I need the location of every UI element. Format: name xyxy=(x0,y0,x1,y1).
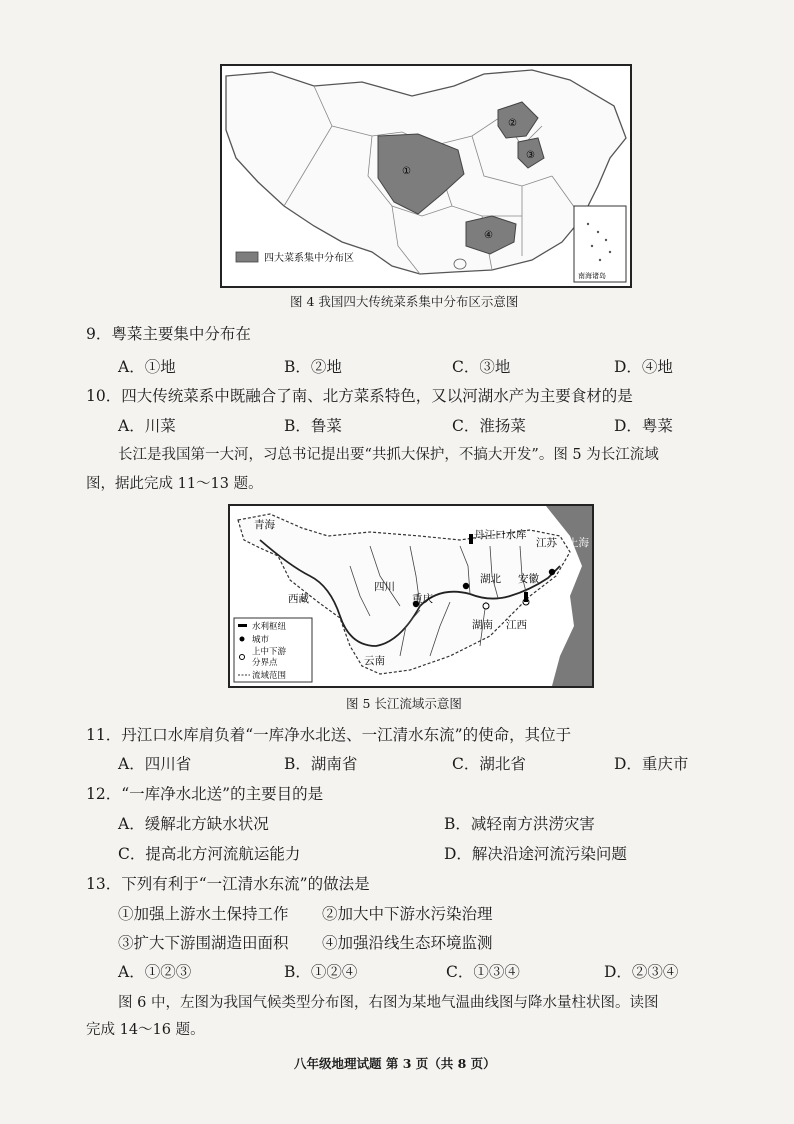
marker-1: ① xyxy=(402,166,411,177)
label-qinghai: 青海 xyxy=(254,519,275,531)
legend-dam: 水利枢纽 xyxy=(252,622,287,632)
fig4-legend: 四大菜系集中分布区 xyxy=(264,253,354,264)
question-12-stem: 12．“一库净水北送”的主要目的是 xyxy=(86,785,324,803)
label-sichuan: 四川 xyxy=(374,581,395,593)
page-footer: 八年级地理试题 第 3 页（共 8 页） xyxy=(294,1056,496,1071)
q12-option-b[interactable]: B．减轻南方洪涝灾害 xyxy=(444,815,595,833)
figure-4-map xyxy=(220,64,632,288)
china-cuisine-map xyxy=(222,66,630,286)
inset-label: 南海诸岛 xyxy=(578,272,606,280)
marker-4: ④ xyxy=(484,230,493,241)
q9-option-c[interactable]: C．③地 xyxy=(452,358,511,376)
q13-item-2: ②加大中下游水污染治理 xyxy=(322,905,493,923)
question-13-stem: 13．下列有利于“一江清水东流”的做法是 xyxy=(86,875,370,893)
figure-4-caption: 图 4 我国四大传统菜系集中分布区示意图 xyxy=(290,294,519,309)
label-danjiangkou: 丹江口水库 xyxy=(474,529,527,541)
marker-2: ② xyxy=(508,118,517,129)
label-hunan: 湖南 xyxy=(472,619,493,631)
legend-city: 城市 xyxy=(252,635,270,645)
q13-item-1: ①加强上游水土保持工作 xyxy=(118,905,289,923)
label-hubei: 湖北 xyxy=(480,573,501,585)
question-10-stem: 10．四大传统菜系中既融合了南、北方菜系特色，又以河湖水产为主要食材的是 xyxy=(86,387,633,405)
figure-5-map xyxy=(228,504,594,688)
legend-basin: 流域范围 xyxy=(252,671,287,681)
q11-option-b[interactable]: B．湖南省 xyxy=(284,755,358,773)
q12-option-a[interactable]: A．缓解北方缺水状况 xyxy=(118,815,269,833)
q13-item-3: ③扩大下游围湖造田面积 xyxy=(118,934,289,952)
q10-option-c[interactable]: C．淮扬菜 xyxy=(452,417,526,435)
label-chongqing: 重庆 xyxy=(412,593,433,605)
question-11-stem: 11．丹江口水库肩负着“一库净水北送、一江清水东流”的使命，其位于 xyxy=(86,726,572,744)
label-shanghai: 上海 xyxy=(568,537,589,549)
q10-option-d[interactable]: D．粤菜 xyxy=(614,417,673,435)
q13-option-b[interactable]: B．①②④ xyxy=(284,963,358,981)
q13-option-a[interactable]: A．①②③ xyxy=(118,963,192,981)
q12-option-c[interactable]: C．提高北方河流航运能力 xyxy=(118,845,301,863)
q13-item-4: ④加强沿线生态环境监测 xyxy=(322,934,493,952)
q12-option-d[interactable]: D．解决沿途河流污染问题 xyxy=(444,845,627,863)
label-yunnan: 云南 xyxy=(364,655,385,667)
question-9-stem: 9．粤菜主要集中分布在 xyxy=(86,325,251,343)
q9-option-b[interactable]: B．②地 xyxy=(284,358,342,376)
yangtze-basin-map xyxy=(230,506,592,686)
label-jiangsu: 江苏 xyxy=(536,537,557,549)
intro-climate-line1: 图 6 中，左图为我国气候类型分布图，右图为某地气温曲线图与降水量柱状图。读图 xyxy=(118,995,659,1011)
q10-option-a[interactable]: A．川菜 xyxy=(118,417,176,435)
q10-option-b[interactable]: B．鲁菜 xyxy=(284,417,342,435)
q13-option-d[interactable]: D．②③④ xyxy=(604,963,679,981)
marker-3: ③ xyxy=(526,150,535,161)
q11-option-a[interactable]: A．四川省 xyxy=(118,755,192,773)
label-jiangxi: 江西 xyxy=(506,619,527,631)
legend-boundary-1: 上中下游 xyxy=(252,647,287,657)
q11-option-d[interactable]: D．重庆市 xyxy=(614,755,689,773)
intro-yangtze-line1: 长江是我国第一大河，习总书记提出要“共抓大保护，不搞大开发”。图 5 为长江流域 xyxy=(118,447,659,463)
label-anhui: 安徽 xyxy=(518,573,539,585)
figure-5-caption: 图 5 长江流域示意图 xyxy=(346,696,462,711)
q11-option-c[interactable]: C．湖北省 xyxy=(452,755,526,773)
intro-climate-line2: 完成 14～16 题。 xyxy=(86,1022,205,1038)
q9-option-d[interactable]: D．④地 xyxy=(614,358,673,376)
intro-yangtze-line2: 图，据此完成 11～13 题。 xyxy=(86,476,263,492)
label-xizang: 西藏 xyxy=(288,593,309,605)
legend-boundary-2: 分界点 xyxy=(252,658,278,668)
q9-option-a[interactable]: A．①地 xyxy=(118,358,176,376)
q13-option-c[interactable]: C．①③④ xyxy=(446,963,520,981)
